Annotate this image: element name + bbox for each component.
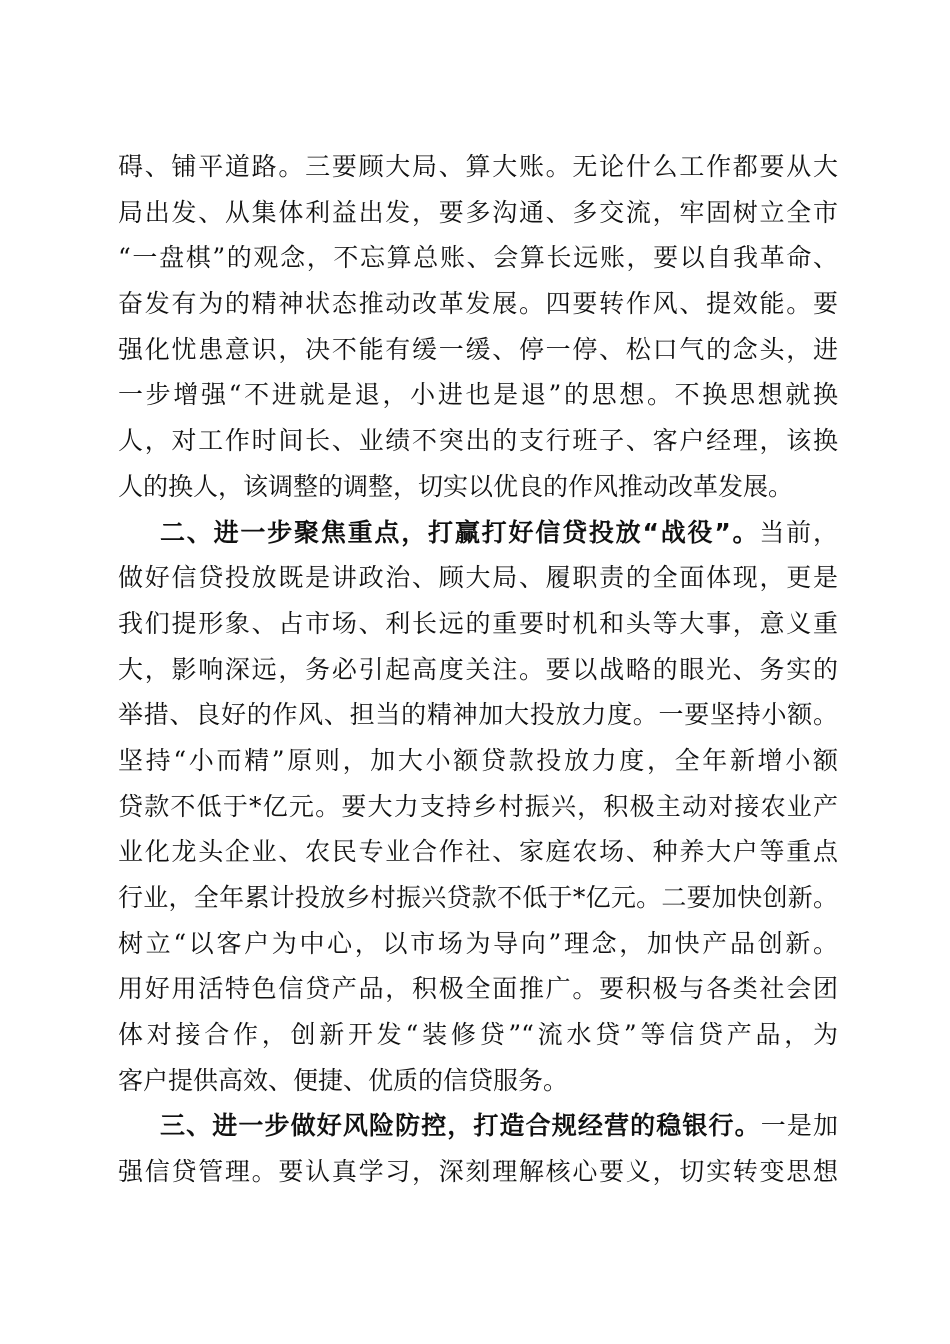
text-line: 举措、良好的作风、担当的精神加大投放力度。一要坚持小额。 xyxy=(118,700,838,730)
section-heading-3: 三、进一步做好风险防控，打造合规经营的稳银行。 xyxy=(160,1111,761,1141)
text-run: 当前， xyxy=(759,517,838,547)
text-line: 坚持“小而精”原则，加大小额贷款投放力度，全年新增小额 xyxy=(118,745,838,775)
text-line: 我们提形象、占市场、利长远的重要时机和头等大事，意义重 xyxy=(118,608,838,638)
text-line: 人，对工作时间长、业绩不突出的支行班子、客户经理，该换 xyxy=(118,426,838,456)
text-line: 业化龙头企业、农民专业合作社、家庭农场、种养大户等重点 xyxy=(118,837,838,867)
text-line: 奋发有为的精神状态推动改革发展。四要转作风、提效能。要 xyxy=(118,289,838,319)
text-line: 碍、铺平道路。三要顾大局、算大账。无论什么工作都要从大 xyxy=(118,152,838,181)
text-line: 人的换人，该调整的调整，切实以优良的作风推动改革发展。 xyxy=(118,471,794,501)
text-line: 局出发、从集体利益出发，要多沟通、多交流，牢固树立全市 xyxy=(118,197,838,227)
text-line: 行业，全年累计投放乡村振兴贷款不低于*亿元。二要加快创新。 xyxy=(118,883,838,912)
text-line: 贷款不低于*亿元。要大力支持乡村振兴，积极主动对接农业产 xyxy=(118,791,838,821)
text-line: 强信贷管理。要认真学习，深刻理解核心要义，切实转变思想 xyxy=(118,1157,838,1187)
text-line: 体对接合作，创新开发“装修贷”“流水贷”等信贷产品，为 xyxy=(118,1020,838,1050)
text-line: 大，影响深远，务必引起高度关注。要以战略的眼光、务实的 xyxy=(118,654,838,684)
section-heading-2: 二、进一步聚焦重点，打赢打好信贷投放“战役”。 xyxy=(160,517,760,547)
section-heading-line xyxy=(118,510,838,556)
text-line: “一盘棋”的观念，不忘算总账、会算长远账，要以自我革命、 xyxy=(118,243,838,273)
text-line: 强化忧患意识，决不能有缓一缓、停一停、松口气的念头，进 xyxy=(118,334,838,364)
text-run: 一是加 xyxy=(760,1111,838,1141)
text-line: 一步增强“不进就是退，小进也是退”的思想。不换思想就换 xyxy=(118,380,838,410)
text-line: 用好用活特色信贷产品，积极全面推广。要积极与各类社会团 xyxy=(118,974,838,1004)
text-line: 树立“以客户为中心，以市场为导向”理念，加快产品创新。 xyxy=(118,928,838,958)
section-heading-line xyxy=(118,1103,838,1149)
text-line: 做好信贷投放既是讲政治、顾大局、履职责的全面体现，更是 xyxy=(118,563,838,593)
text-line: 客户提供高效、便捷、优质的信贷服务。 xyxy=(118,1065,569,1095)
document-body xyxy=(118,144,838,1195)
